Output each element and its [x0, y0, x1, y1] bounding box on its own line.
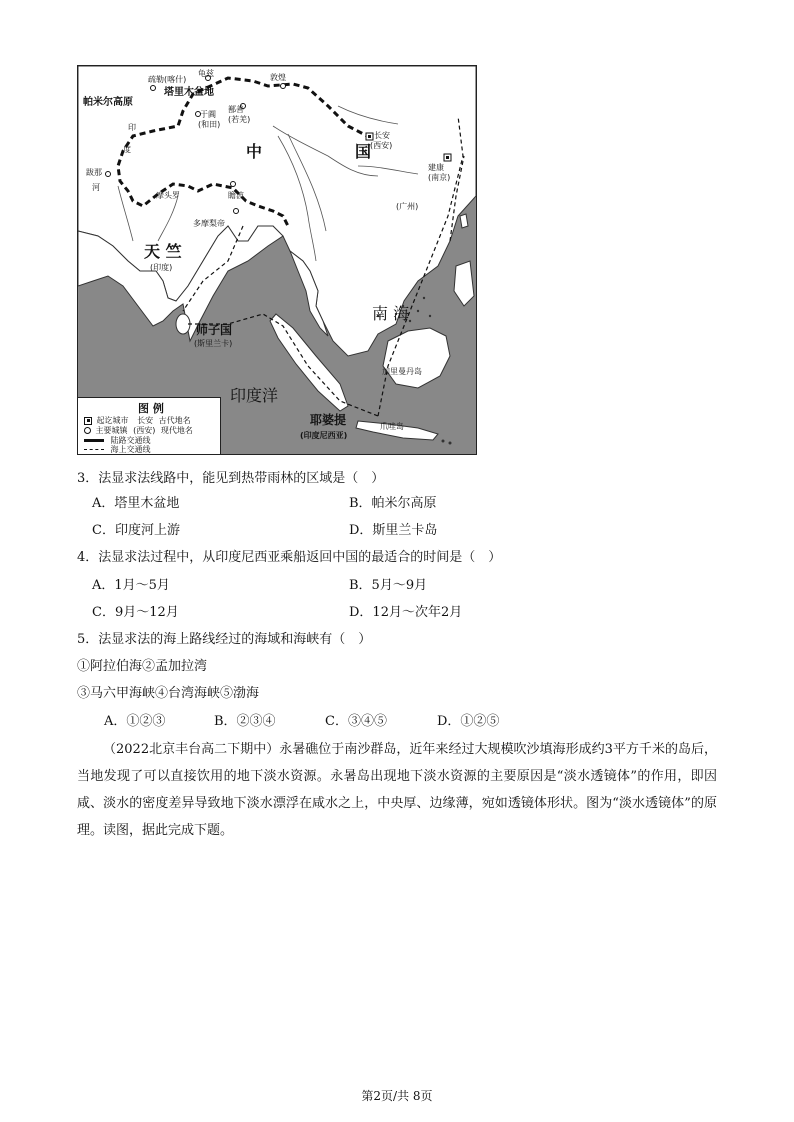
label-qiuci: 龟兹: [198, 69, 214, 78]
q4-option-c: C．9月～12月: [92, 605, 179, 620]
q3-option-a: A．塔里木盆地: [92, 496, 180, 511]
label-jiankang-modern: (南京): [428, 173, 451, 182]
q4-option-a: A．1月～5月: [92, 578, 170, 593]
label-pamir: 帕米尔高原: [83, 97, 133, 108]
land-route-icon: [84, 439, 104, 442]
q3-option-b: B．帕米尔高原: [349, 496, 437, 511]
label-dunhuang: 敦煌: [270, 73, 286, 82]
label-moutouluo: 摩头罗: [156, 191, 180, 200]
label-shanshan: 鄯善: [228, 105, 244, 114]
q5-option-b: B．②③④: [214, 714, 276, 729]
label-tianzhu: 天 竺: [144, 242, 182, 261]
label-kalimantan: 加里曼丹岛: [382, 367, 422, 376]
q3-option-d: D．斯里兰卡岛: [349, 523, 438, 538]
label-indus-he: 河: [92, 183, 100, 192]
label-india-modern: (印度): [150, 263, 173, 272]
label-java: 爪哇岛: [380, 422, 404, 431]
label-jiankang: 建康: [428, 163, 444, 172]
label-changan-modern: (西安): [370, 141, 393, 150]
label-indus-yin: 印: [128, 123, 136, 132]
page-footer: 第2页/共 8页: [361, 1089, 433, 1103]
label-indian-ocean: 印度洋: [230, 386, 279, 405]
capital-marker-icon: [84, 417, 92, 425]
label-indus-du: 度: [123, 145, 131, 154]
label-south-sea: 南 海: [372, 304, 410, 323]
label-zhanbo: 瞻波: [228, 191, 244, 200]
q5-items-line2: ③马六甲海峡④台湾海峡⑤渤海: [77, 686, 260, 701]
legend-row-capital: 起讫城市 长安 古代地名: [84, 415, 191, 426]
label-yutian: 于阗: [200, 110, 216, 119]
passage-paragraph: （2022北京丰台高二下期中）永暑礁位于南沙群岛，近年来经过大规模吹沙填海形成约3平方千米的岛后，当地发现了可以直接饮用的地下淡水资源。永暑岛出现地下淡水资源的主要原因是“淡水透镜体”的作用，即因咸、淡水的密度差异导致地下淡水漂浮在咸水之上，中央厚、边缘薄，宛如透镜体形状。图为“淡水透镜体”的原理。读图，据此完成下题。: [77, 742, 717, 838]
town-marker-icon: [84, 427, 91, 434]
label-china-guo: 国: [355, 142, 372, 161]
label-yutian-modern: (和田): [198, 120, 221, 129]
q3-stem: 3．法显求法线路中，能见到热带雨林的区域是（ ）: [77, 471, 385, 486]
label-china-zhong: 中: [246, 142, 263, 161]
legend-row-land: 陆路交通线: [84, 435, 151, 446]
map-legend: [78, 397, 221, 454]
q4-option-d: D．12月～次年2月: [349, 605, 463, 620]
label-yepoti-modern: (印度尼西亚): [300, 431, 348, 440]
q5-option-c: C．③④⑤: [325, 714, 387, 729]
label-shiziguo: 师子国: [196, 323, 233, 337]
q4-stem: 4．法显求法过程中，从印度尼西亚乘船返回中国的最适合的时间是（ ）: [77, 550, 502, 565]
q5-items-line1: ①阿拉伯海②孟加拉湾: [77, 659, 208, 674]
label-tarim: 塔里木盆地: [164, 87, 214, 98]
legend-title: 图 例: [138, 402, 164, 415]
q5-stem: 5．法显求法的海上路线经过的海域和海峡有（ ）: [77, 632, 372, 647]
legend-row-sea: 海上交通线: [84, 444, 151, 455]
label-guangzhou: (广州): [396, 202, 419, 211]
label-shule: 疏勒(喀什): [148, 75, 187, 84]
q3-option-c: C．印度河上游: [92, 523, 180, 538]
q5-option-a: A．①②③: [104, 714, 166, 729]
q4-option-b: B．5月～9月: [349, 578, 428, 593]
q5-option-d: D．①②⑤: [437, 714, 500, 729]
label-yepoti: 耶婆提: [310, 413, 347, 427]
faxian-route-map: [77, 65, 477, 455]
label-xieluo: 跋那: [86, 168, 102, 177]
sea-route-icon: [84, 449, 104, 450]
legend-row-town: 主要城镇 (西安) 现代地名: [84, 425, 193, 436]
label-changan: 长安: [374, 131, 390, 140]
label-duomolidi: 多摩梨帝: [193, 219, 225, 228]
label-shanshan-modern: (若羌): [228, 115, 251, 124]
label-srilanka-modern: (斯里兰卡): [194, 339, 233, 348]
